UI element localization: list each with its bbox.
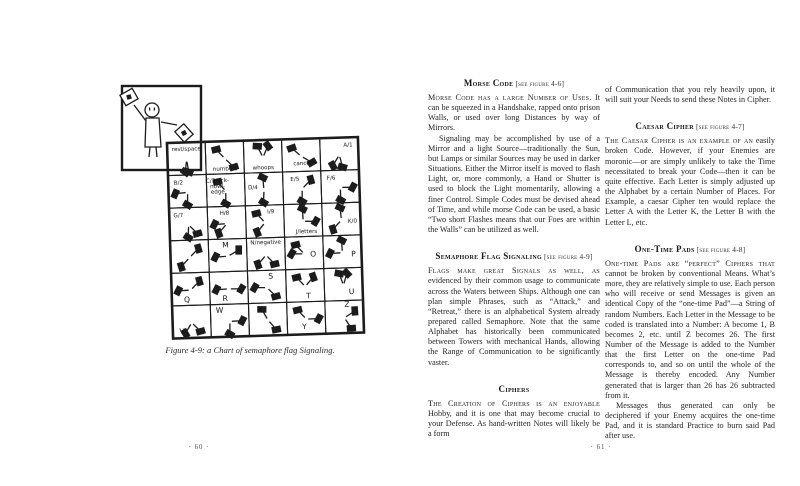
semaphore-cell [328, 202, 358, 235]
body-paragraph: of Communication that you rely heavily upon, it will suit your Needs to send these Notes in Cipher. [605, 85, 775, 105]
section-heading [428, 246, 600, 264]
semaphore-cell [250, 240, 282, 271]
section-heading [605, 116, 775, 134]
page-number-left: · 60 · [188, 444, 210, 451]
semaphore-flag-icon [328, 222, 340, 235]
text-column-2 [605, 73, 775, 442]
section-title: Morse Code [463, 78, 514, 88]
semaphore-cell [294, 203, 321, 235]
semaphore-flag-icon [262, 140, 273, 156]
cell-label: P [351, 249, 356, 259]
semaphore-flag-icon [346, 319, 357, 332]
figure-reference: [see figure 4-6] [513, 79, 565, 88]
cell-label: G/7 [173, 213, 184, 220]
semaphore-cell [209, 211, 231, 239]
cell-label: F/6 [326, 175, 336, 182]
cell-label: Q [183, 295, 191, 305]
cell-label: U [348, 286, 355, 297]
semaphore-flag-icon [252, 142, 262, 155]
semaphore-flag-icon [342, 181, 358, 193]
semaphore-flag-icon [192, 276, 204, 289]
semaphore-flag-icon [292, 306, 305, 318]
semaphore-cell [324, 235, 356, 260]
cell-label: Z [344, 299, 350, 309]
paragraph-lead-in: The Creation of Ciphers is an enjoyable [428, 398, 600, 408]
semaphore-flag-icon [211, 145, 224, 157]
semaphore-cell [249, 271, 282, 301]
cell-label: I/9 [267, 209, 275, 216]
semaphore-flag-icon [267, 256, 280, 268]
semaphore-flag-icon [305, 216, 321, 228]
paragraph-lead-in: The Caesar Cipher is an example of an [605, 136, 754, 146]
semaphore-cell [251, 209, 275, 238]
body-paragraph: Messages thus generated can only be deciphered if your Enemy acquires the one-time Pad, and it is standard Practice to burn said Pad after use. [605, 400, 775, 441]
semaphore-flag-icon [191, 243, 203, 256]
semaphore-cell [173, 276, 205, 305]
section-title: Caesar Cipher [635, 121, 694, 132]
figure-caption: Figure 4-9: a Chart of semaphore flag Signaling. [165, 345, 335, 355]
semaphore-cell [286, 143, 318, 169]
cell-label: X [256, 304, 263, 314]
semaphore-flag-icon [306, 271, 318, 285]
figure-reference: [see figure 4-9] [541, 252, 593, 262]
semaphore-flag-icon [170, 188, 186, 200]
semaphore-cell [252, 140, 274, 172]
semaphore-cell [292, 305, 324, 331]
semaphore-cell [334, 267, 355, 296]
semaphore-flag-icon [249, 282, 265, 294]
semaphore-cell [248, 172, 270, 208]
semaphore-flag-icon [253, 257, 265, 271]
semaphore-cell [173, 212, 203, 243]
semaphore-flag-icon [303, 174, 315, 187]
cell-label: K/0 [347, 218, 358, 225]
cell-label: whoops [252, 164, 275, 172]
semaphore-cell [327, 175, 359, 206]
semaphore-flag-icon [334, 202, 346, 218]
semaphore-flag-icon [286, 143, 300, 155]
semaphore-cell [344, 299, 359, 332]
semaphore-flag-icon [291, 273, 304, 285]
cell-label: A/1 [343, 142, 353, 149]
cell-label: cancel [293, 160, 312, 168]
body-paragraph: The Caesar Cipher is an example of an easily broken Code. However, if your Enemies are moronic—or are simply unlikely to take the Time necessitated to break your Code—then it can be quite effective. Each Letter is simply adjusted up the Alphabet by a certain Number of Places. For Example, a caesar Cipher ten would replace the Letter A with the Letter K, the Letter B with the Letter L, etc. [605, 136, 775, 227]
paragraph-lead-in: One-time Pads are “perfect” Ciphers that [605, 258, 775, 268]
body-paragraph: Morse Code has a large Number of Uses. It can be squeezed in a Handshake, rapped onto prison Walls, or used over long Distances by way of Mirrors. [428, 93, 600, 133]
cell-label: W [215, 305, 224, 315]
semaphore-flag-icon [337, 157, 348, 172]
cell-label: S [268, 271, 274, 281]
section-heading [605, 239, 775, 257]
semaphore-chart-figure [0, 0, 400, 440]
cell-label: J/letters [295, 228, 318, 236]
cell-label: Y [302, 322, 307, 332]
cell-label: R [222, 293, 228, 304]
section-title: Semaphore Flag Signaling [435, 251, 542, 262]
cell-label: D/4 [247, 185, 258, 192]
semaphore-flag-icon [336, 235, 348, 251]
section-title: One-Time Pads [634, 243, 695, 254]
semaphore-cell [211, 283, 247, 303]
cell-label: T [306, 291, 311, 301]
semaphore-cell [290, 174, 316, 206]
figure-reference: [see figure 4-8] [694, 244, 746, 254]
semaphore-flag-icon [232, 315, 248, 327]
semaphore-flag-icon [252, 224, 264, 238]
page-right [400, 0, 800, 486]
semaphore-flag-icon [269, 321, 281, 333]
semaphore-flag-icon [325, 248, 341, 260]
semaphore-cell [327, 142, 354, 171]
semaphore-flag-icon [257, 172, 269, 188]
semaphore-cell [291, 271, 318, 301]
cell-label: O [310, 249, 317, 259]
cell-label: B/2 [173, 180, 184, 187]
paragraph-lead-in: Flags make great Signals as well, as [428, 266, 600, 276]
body-paragraph: Signaling may be accomplished by use of a Mirror and a light Source—traditionally the Sun, but Lamps or similar Sources may be used in darker Situations. Either the Mirror itself is moved to flash Light, or, more commonly, a Hand or Shutter is used to block the Light momentarily, allowing a finer Control. Simple Codes must be devised ahead of Time, and while morse Code can be used, a basic “Two short Flashes means that our Foes are within the Walls” can be utilized as well. [428, 133, 600, 235]
section-title: Ciphers [498, 383, 530, 394]
section-heading [428, 73, 600, 91]
cell-label: V [179, 326, 185, 337]
semaphore-flag-icon [231, 283, 247, 295]
body-paragraph: One-time Pads are “perfect” Ciphers that cannot be broken by conventional Means. What’s more, they are relatively simple to use. Each person who will receive or send Messages is given an identical Copy of the “one-time Pad”—a String of random Numbers. Each Letter in the Message to be coded is translated into a Number: A become 1, B becomes 2, etc. until Z becomes 26. The first Number of the Message is added to the Number that the first Letter on the one-time Pad corresponds to, and so on until the whole of the Message is thereby encoded. Any Number generated that is larger than 26 has 26 subtracted from it. [605, 258, 775, 400]
body-paragraph: Flags make great Signals as well, as evidenced by their common usage to communicate across the Waters between Ships. Although one can plan simple Phrases, such as “Attack,” and “Retreat,” there is an alphabetical System already prepared called Semaphore. Note that the same Alphabet has historically been communicated between Towers with mechanical Hands, allowing the Range of Communication to be significantly vaster. [428, 266, 600, 367]
page-number-right: · 61 · [590, 444, 612, 451]
semaphore-cell [211, 145, 239, 173]
cell-label: N/negative [250, 239, 282, 247]
cell-label: C/3/ack-nowl-edge [205, 178, 230, 196]
semaphore-cell [206, 177, 232, 209]
cell-label: rest/space [171, 146, 201, 154]
semaphore-flag-icon [251, 209, 264, 221]
signaler-box [120, 86, 201, 170]
semaphore-flag-icon [210, 251, 226, 263]
semaphore-flag-icon [308, 313, 324, 325]
semaphore-cell [210, 240, 243, 263]
cell-label: E/5 [290, 176, 300, 184]
body-paragraph: The Creation of Ciphers is an enjoyable Hobby, and it is one that may become crucial to your Defense. As hand-written Notes will likely be a form [428, 398, 600, 439]
semaphore-flag-icon [229, 245, 242, 255]
semaphore-cell [257, 304, 282, 334]
semaphore-flag-icon [268, 289, 281, 301]
paragraph-lead-in: Morse Code has a large Number of Uses. [428, 93, 592, 102]
semaphore-flag-icon [328, 157, 339, 172]
semaphore-cell [216, 305, 248, 340]
cell-label: M [222, 240, 229, 250]
semaphore-cell [286, 240, 316, 260]
semaphore-cell [170, 180, 194, 210]
cell-label: L [180, 261, 186, 271]
text-column-1 [428, 73, 600, 439]
section-heading [428, 379, 600, 397]
semaphore-flag-icon [297, 204, 309, 220]
cell-label: H/8 [219, 210, 230, 217]
semaphore-flag-icon [193, 324, 206, 336]
figure-reference: [see figure 4-7] [693, 122, 745, 132]
cell-label: numbers [212, 166, 238, 173]
semaphore-cell [176, 243, 203, 272]
